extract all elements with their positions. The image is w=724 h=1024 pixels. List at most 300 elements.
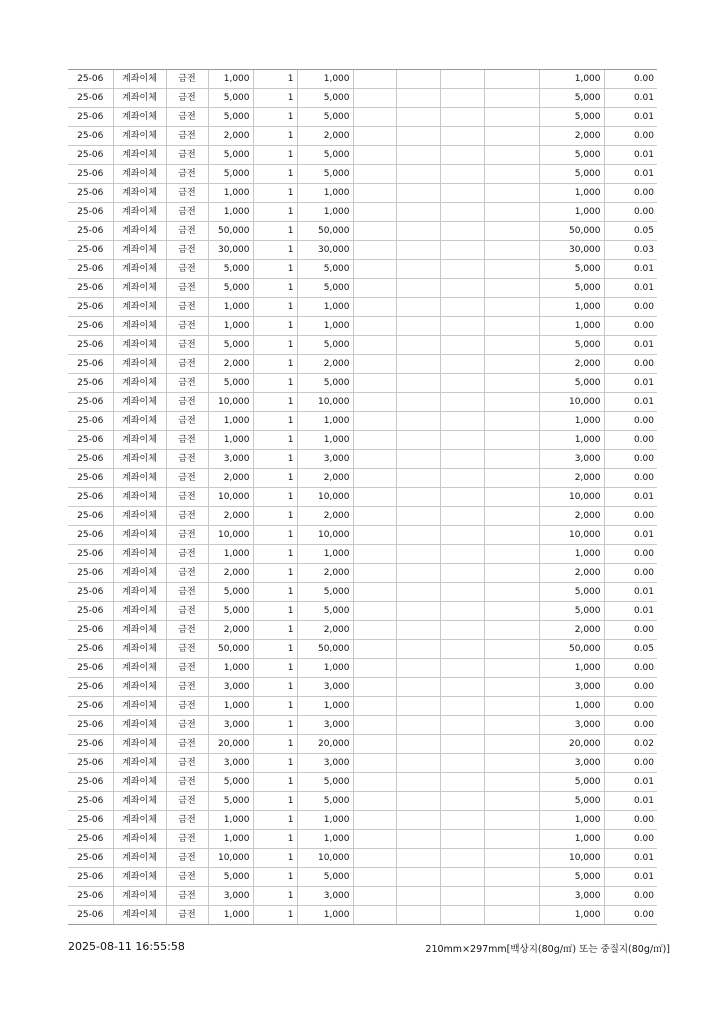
table-row bbox=[68, 868, 657, 887]
cell-type: 금전 bbox=[166, 659, 208, 678]
cell-amount: 10,000 bbox=[208, 849, 253, 868]
cell-blank-b bbox=[396, 450, 440, 469]
print-timestamp: 2025-08-11 16:55:58 bbox=[68, 940, 185, 953]
cell-blank-a bbox=[353, 355, 396, 374]
cell-type: 금전 bbox=[166, 906, 208, 925]
cell-ratio: 0.00 bbox=[604, 431, 657, 450]
cell-blank-d bbox=[484, 868, 539, 887]
table-row bbox=[68, 336, 657, 355]
cell-blank-d bbox=[484, 431, 539, 450]
cell-total: 2,000 bbox=[539, 507, 604, 526]
cell-blank-a bbox=[353, 450, 396, 469]
cell-amount: 3,000 bbox=[208, 887, 253, 906]
cell-total: 5,000 bbox=[539, 602, 604, 621]
cell-method: 계좌이체 bbox=[113, 697, 166, 716]
cell-type: 금전 bbox=[166, 811, 208, 830]
cell-month: 25-06 bbox=[68, 526, 113, 545]
cell-type: 금전 bbox=[166, 393, 208, 412]
cell-ratio: 0.03 bbox=[604, 241, 657, 260]
cell-method: 계좌이체 bbox=[113, 564, 166, 583]
cell-blank-b bbox=[396, 393, 440, 412]
table-row bbox=[68, 374, 657, 393]
cell-method: 계좌이체 bbox=[113, 526, 166, 545]
cell-blank-b bbox=[396, 89, 440, 108]
cell-amount: 2,000 bbox=[208, 469, 253, 488]
cell-subtotal: 2,000 bbox=[297, 507, 353, 526]
table-row bbox=[68, 773, 657, 792]
cell-type: 금전 bbox=[166, 279, 208, 298]
cell-type: 금전 bbox=[166, 355, 208, 374]
cell-blank-c bbox=[440, 564, 484, 583]
cell-method: 계좌이체 bbox=[113, 146, 166, 165]
cell-blank-b bbox=[396, 317, 440, 336]
cell-total: 50,000 bbox=[539, 640, 604, 659]
cell-count: 1 bbox=[253, 488, 297, 507]
cell-ratio: 0.00 bbox=[604, 659, 657, 678]
cell-amount: 3,000 bbox=[208, 716, 253, 735]
cell-blank-c bbox=[440, 469, 484, 488]
cell-blank-a bbox=[353, 773, 396, 792]
cell-total: 1,000 bbox=[539, 70, 604, 89]
cell-ratio: 0.01 bbox=[604, 89, 657, 108]
table-row bbox=[68, 70, 657, 89]
cell-total: 2,000 bbox=[539, 355, 604, 374]
cell-count: 1 bbox=[253, 526, 297, 545]
cell-blank-b bbox=[396, 507, 440, 526]
cell-method: 계좌이체 bbox=[113, 393, 166, 412]
cell-total: 5,000 bbox=[539, 146, 604, 165]
cell-type: 금전 bbox=[166, 868, 208, 887]
cell-type: 금전 bbox=[166, 697, 208, 716]
cell-blank-d bbox=[484, 108, 539, 127]
cell-total: 5,000 bbox=[539, 279, 604, 298]
table-row bbox=[68, 678, 657, 697]
table-row bbox=[68, 792, 657, 811]
cell-subtotal: 1,000 bbox=[297, 317, 353, 336]
cell-blank-c bbox=[440, 165, 484, 184]
cell-blank-b bbox=[396, 735, 440, 754]
cell-blank-d bbox=[484, 773, 539, 792]
cell-amount: 5,000 bbox=[208, 108, 253, 127]
cell-blank-b bbox=[396, 412, 440, 431]
cell-type: 금전 bbox=[166, 127, 208, 146]
cell-amount: 5,000 bbox=[208, 602, 253, 621]
table-row bbox=[68, 887, 657, 906]
cell-amount: 1,000 bbox=[208, 545, 253, 564]
cell-count: 1 bbox=[253, 754, 297, 773]
cell-method: 계좌이체 bbox=[113, 70, 166, 89]
cell-amount: 1,000 bbox=[208, 811, 253, 830]
table-row bbox=[68, 222, 657, 241]
cell-blank-a bbox=[353, 374, 396, 393]
cell-blank-d bbox=[484, 887, 539, 906]
cell-blank-a bbox=[353, 146, 396, 165]
cell-blank-b bbox=[396, 773, 440, 792]
cell-subtotal: 5,000 bbox=[297, 583, 353, 602]
cell-type: 금전 bbox=[166, 222, 208, 241]
cell-method: 계좌이체 bbox=[113, 583, 166, 602]
cell-blank-d bbox=[484, 241, 539, 260]
cell-ratio: 0.01 bbox=[604, 146, 657, 165]
cell-ratio: 0.00 bbox=[604, 70, 657, 89]
cell-method: 계좌이체 bbox=[113, 412, 166, 431]
cell-blank-b bbox=[396, 374, 440, 393]
cell-month: 25-06 bbox=[68, 773, 113, 792]
table-row bbox=[68, 830, 657, 849]
cell-subtotal: 2,000 bbox=[297, 469, 353, 488]
cell-amount: 10,000 bbox=[208, 526, 253, 545]
cell-count: 1 bbox=[253, 203, 297, 222]
cell-blank-d bbox=[484, 716, 539, 735]
cell-blank-d bbox=[484, 89, 539, 108]
cell-blank-c bbox=[440, 336, 484, 355]
cell-blank-b bbox=[396, 526, 440, 545]
cell-type: 금전 bbox=[166, 583, 208, 602]
cell-count: 1 bbox=[253, 89, 297, 108]
cell-blank-b bbox=[396, 716, 440, 735]
cell-total: 3,000 bbox=[539, 754, 604, 773]
cell-amount: 2,000 bbox=[208, 621, 253, 640]
cell-month: 25-06 bbox=[68, 336, 113, 355]
cell-method: 계좌이체 bbox=[113, 621, 166, 640]
cell-ratio: 0.01 bbox=[604, 583, 657, 602]
cell-count: 1 bbox=[253, 621, 297, 640]
cell-blank-b bbox=[396, 887, 440, 906]
cell-blank-d bbox=[484, 412, 539, 431]
cell-blank-a bbox=[353, 412, 396, 431]
cell-month: 25-06 bbox=[68, 659, 113, 678]
cell-total: 1,000 bbox=[539, 184, 604, 203]
cell-blank-c bbox=[440, 203, 484, 222]
cell-amount: 1,000 bbox=[208, 906, 253, 925]
cell-count: 1 bbox=[253, 374, 297, 393]
cell-amount: 5,000 bbox=[208, 792, 253, 811]
cell-blank-a bbox=[353, 298, 396, 317]
table-row bbox=[68, 564, 657, 583]
cell-blank-b bbox=[396, 279, 440, 298]
cell-blank-b bbox=[396, 184, 440, 203]
cell-total: 50,000 bbox=[539, 222, 604, 241]
cell-blank-b bbox=[396, 203, 440, 222]
cell-ratio: 0.00 bbox=[604, 830, 657, 849]
cell-method: 계좌이체 bbox=[113, 431, 166, 450]
cell-month: 25-06 bbox=[68, 697, 113, 716]
cell-blank-c bbox=[440, 70, 484, 89]
cell-subtotal: 50,000 bbox=[297, 640, 353, 659]
cell-month: 25-06 bbox=[68, 108, 113, 127]
cell-blank-d bbox=[484, 507, 539, 526]
cell-subtotal: 1,000 bbox=[297, 906, 353, 925]
cell-ratio: 0.00 bbox=[604, 317, 657, 336]
cell-blank-d bbox=[484, 165, 539, 184]
cell-count: 1 bbox=[253, 260, 297, 279]
cell-blank-d bbox=[484, 545, 539, 564]
paper-spec: 210mm×297mm[백상지(80g/㎡) 또는 중질지(80g/㎡)] bbox=[425, 944, 670, 955]
cell-amount: 2,000 bbox=[208, 355, 253, 374]
cell-type: 금전 bbox=[166, 602, 208, 621]
cell-ratio: 0.00 bbox=[604, 754, 657, 773]
cell-month: 25-06 bbox=[68, 355, 113, 374]
table-row bbox=[68, 716, 657, 735]
cell-month: 25-06 bbox=[68, 70, 113, 89]
cell-amount: 5,000 bbox=[208, 165, 253, 184]
cell-method: 계좌이체 bbox=[113, 830, 166, 849]
cell-total: 5,000 bbox=[539, 792, 604, 811]
table-row bbox=[68, 184, 657, 203]
cell-subtotal: 5,000 bbox=[297, 773, 353, 792]
table-row bbox=[68, 355, 657, 374]
cell-amount: 1,000 bbox=[208, 412, 253, 431]
cell-amount: 5,000 bbox=[208, 583, 253, 602]
cell-count: 1 bbox=[253, 640, 297, 659]
cell-method: 계좌이체 bbox=[113, 678, 166, 697]
cell-count: 1 bbox=[253, 184, 297, 203]
cell-month: 25-06 bbox=[68, 583, 113, 602]
cell-blank-a bbox=[353, 811, 396, 830]
cell-type: 금전 bbox=[166, 678, 208, 697]
cell-amount: 5,000 bbox=[208, 279, 253, 298]
cell-blank-a bbox=[353, 279, 396, 298]
cell-blank-a bbox=[353, 735, 396, 754]
cell-blank-a bbox=[353, 70, 396, 89]
cell-blank-b bbox=[396, 469, 440, 488]
cell-month: 25-06 bbox=[68, 279, 113, 298]
cell-subtotal: 5,000 bbox=[297, 108, 353, 127]
cell-total: 2,000 bbox=[539, 621, 604, 640]
cell-count: 1 bbox=[253, 792, 297, 811]
cell-blank-a bbox=[353, 203, 396, 222]
cell-subtotal: 2,000 bbox=[297, 564, 353, 583]
cell-total: 3,000 bbox=[539, 716, 604, 735]
cell-count: 1 bbox=[253, 146, 297, 165]
table-row bbox=[68, 583, 657, 602]
cell-amount: 5,000 bbox=[208, 868, 253, 887]
cell-amount: 5,000 bbox=[208, 773, 253, 792]
cell-method: 계좌이체 bbox=[113, 507, 166, 526]
cell-ratio: 0.01 bbox=[604, 526, 657, 545]
cell-blank-a bbox=[353, 583, 396, 602]
cell-subtotal: 1,000 bbox=[297, 412, 353, 431]
cell-blank-b bbox=[396, 830, 440, 849]
cell-total: 1,000 bbox=[539, 431, 604, 450]
cell-month: 25-06 bbox=[68, 222, 113, 241]
cell-type: 금전 bbox=[166, 146, 208, 165]
cell-month: 25-06 bbox=[68, 203, 113, 222]
cell-ratio: 0.00 bbox=[604, 450, 657, 469]
cell-blank-a bbox=[353, 222, 396, 241]
table-row bbox=[68, 621, 657, 640]
cell-blank-a bbox=[353, 526, 396, 545]
table-row bbox=[68, 241, 657, 260]
cell-count: 1 bbox=[253, 735, 297, 754]
cell-count: 1 bbox=[253, 678, 297, 697]
cell-ratio: 0.02 bbox=[604, 735, 657, 754]
cell-count: 1 bbox=[253, 412, 297, 431]
cell-blank-c bbox=[440, 697, 484, 716]
cell-count: 1 bbox=[253, 583, 297, 602]
cell-blank-a bbox=[353, 545, 396, 564]
cell-method: 계좌이체 bbox=[113, 184, 166, 203]
cell-ratio: 0.00 bbox=[604, 564, 657, 583]
cell-blank-b bbox=[396, 640, 440, 659]
cell-blank-d bbox=[484, 792, 539, 811]
cell-method: 계좌이체 bbox=[113, 602, 166, 621]
cell-total: 1,000 bbox=[539, 545, 604, 564]
cell-type: 금전 bbox=[166, 754, 208, 773]
cell-blank-c bbox=[440, 545, 484, 564]
cell-type: 금전 bbox=[166, 241, 208, 260]
cell-ratio: 0.01 bbox=[604, 602, 657, 621]
cell-type: 금전 bbox=[166, 792, 208, 811]
table-row bbox=[68, 640, 657, 659]
cell-blank-c bbox=[440, 317, 484, 336]
cell-blank-a bbox=[353, 716, 396, 735]
cell-blank-d bbox=[484, 184, 539, 203]
cell-method: 계좌이체 bbox=[113, 887, 166, 906]
cell-amount: 20,000 bbox=[208, 735, 253, 754]
cell-amount: 50,000 bbox=[208, 640, 253, 659]
cell-blank-a bbox=[353, 469, 396, 488]
cell-blank-a bbox=[353, 488, 396, 507]
cell-subtotal: 5,000 bbox=[297, 89, 353, 108]
cell-blank-a bbox=[353, 906, 396, 925]
table-row bbox=[68, 108, 657, 127]
cell-ratio: 0.00 bbox=[604, 697, 657, 716]
cell-blank-a bbox=[353, 165, 396, 184]
table-row bbox=[68, 469, 657, 488]
cell-count: 1 bbox=[253, 241, 297, 260]
cell-subtotal: 5,000 bbox=[297, 602, 353, 621]
cell-blank-d bbox=[484, 279, 539, 298]
cell-blank-c bbox=[440, 507, 484, 526]
cell-blank-a bbox=[353, 887, 396, 906]
cell-count: 1 bbox=[253, 127, 297, 146]
cell-ratio: 0.00 bbox=[604, 184, 657, 203]
cell-ratio: 0.00 bbox=[604, 621, 657, 640]
cell-blank-d bbox=[484, 450, 539, 469]
cell-type: 금전 bbox=[166, 374, 208, 393]
cell-ratio: 0.00 bbox=[604, 678, 657, 697]
cell-blank-d bbox=[484, 127, 539, 146]
cell-blank-d bbox=[484, 906, 539, 925]
cell-blank-a bbox=[353, 621, 396, 640]
cell-ratio: 0.01 bbox=[604, 336, 657, 355]
cell-blank-b bbox=[396, 241, 440, 260]
cell-blank-a bbox=[353, 89, 396, 108]
cell-blank-d bbox=[484, 678, 539, 697]
cell-total: 1,000 bbox=[539, 697, 604, 716]
table-row bbox=[68, 146, 657, 165]
cell-total: 3,000 bbox=[539, 887, 604, 906]
cell-blank-c bbox=[440, 355, 484, 374]
cell-month: 25-06 bbox=[68, 488, 113, 507]
cell-amount: 5,000 bbox=[208, 146, 253, 165]
cell-subtotal: 3,000 bbox=[297, 450, 353, 469]
cell-blank-c bbox=[440, 108, 484, 127]
cell-type: 금전 bbox=[166, 450, 208, 469]
cell-total: 2,000 bbox=[539, 127, 604, 146]
cell-month: 25-06 bbox=[68, 678, 113, 697]
cell-method: 계좌이체 bbox=[113, 108, 166, 127]
cell-amount: 1,000 bbox=[208, 70, 253, 89]
cell-ratio: 0.00 bbox=[604, 906, 657, 925]
cell-blank-b bbox=[396, 849, 440, 868]
cell-type: 금전 bbox=[166, 621, 208, 640]
cell-count: 1 bbox=[253, 336, 297, 355]
cell-month: 25-06 bbox=[68, 89, 113, 108]
cell-blank-b bbox=[396, 583, 440, 602]
cell-blank-d bbox=[484, 222, 539, 241]
cell-ratio: 0.00 bbox=[604, 469, 657, 488]
cell-subtotal: 2,000 bbox=[297, 355, 353, 374]
cell-subtotal: 1,000 bbox=[297, 70, 353, 89]
cell-subtotal: 5,000 bbox=[297, 336, 353, 355]
cell-month: 25-06 bbox=[68, 127, 113, 146]
cell-method: 계좌이체 bbox=[113, 906, 166, 925]
cell-blank-b bbox=[396, 545, 440, 564]
cell-count: 1 bbox=[253, 279, 297, 298]
cell-ratio: 0.00 bbox=[604, 412, 657, 431]
cell-month: 25-06 bbox=[68, 906, 113, 925]
cell-blank-a bbox=[353, 431, 396, 450]
cell-blank-b bbox=[396, 108, 440, 127]
cell-blank-c bbox=[440, 488, 484, 507]
cell-method: 계좌이체 bbox=[113, 165, 166, 184]
cell-blank-a bbox=[353, 184, 396, 203]
cell-blank-c bbox=[440, 640, 484, 659]
cell-amount: 5,000 bbox=[208, 336, 253, 355]
cell-blank-b bbox=[396, 868, 440, 887]
cell-month: 25-06 bbox=[68, 868, 113, 887]
cell-total: 5,000 bbox=[539, 374, 604, 393]
cell-subtotal: 30,000 bbox=[297, 241, 353, 260]
cell-blank-c bbox=[440, 526, 484, 545]
cell-total: 3,000 bbox=[539, 450, 604, 469]
cell-ratio: 0.05 bbox=[604, 640, 657, 659]
cell-count: 1 bbox=[253, 165, 297, 184]
cell-blank-d bbox=[484, 488, 539, 507]
cell-blank-b bbox=[396, 678, 440, 697]
cell-method: 계좌이체 bbox=[113, 659, 166, 678]
cell-method: 계좌이체 bbox=[113, 203, 166, 222]
cell-subtotal: 5,000 bbox=[297, 868, 353, 887]
cell-amount: 5,000 bbox=[208, 374, 253, 393]
cell-blank-b bbox=[396, 811, 440, 830]
cell-count: 1 bbox=[253, 507, 297, 526]
cell-amount: 3,000 bbox=[208, 754, 253, 773]
cell-blank-b bbox=[396, 564, 440, 583]
cell-blank-b bbox=[396, 298, 440, 317]
cell-type: 금전 bbox=[166, 184, 208, 203]
cell-amount: 5,000 bbox=[208, 89, 253, 108]
cell-month: 25-06 bbox=[68, 469, 113, 488]
cell-total: 2,000 bbox=[539, 564, 604, 583]
cell-blank-a bbox=[353, 260, 396, 279]
cell-amount: 10,000 bbox=[208, 393, 253, 412]
cell-amount: 10,000 bbox=[208, 488, 253, 507]
cell-blank-a bbox=[353, 241, 396, 260]
cell-month: 25-06 bbox=[68, 241, 113, 260]
cell-amount: 1,000 bbox=[208, 298, 253, 317]
cell-type: 금전 bbox=[166, 203, 208, 222]
cell-blank-a bbox=[353, 659, 396, 678]
cell-total: 5,000 bbox=[539, 89, 604, 108]
cell-blank-a bbox=[353, 108, 396, 127]
cell-total: 1,000 bbox=[539, 203, 604, 222]
cell-blank-a bbox=[353, 127, 396, 146]
cell-count: 1 bbox=[253, 773, 297, 792]
cell-month: 25-06 bbox=[68, 184, 113, 203]
